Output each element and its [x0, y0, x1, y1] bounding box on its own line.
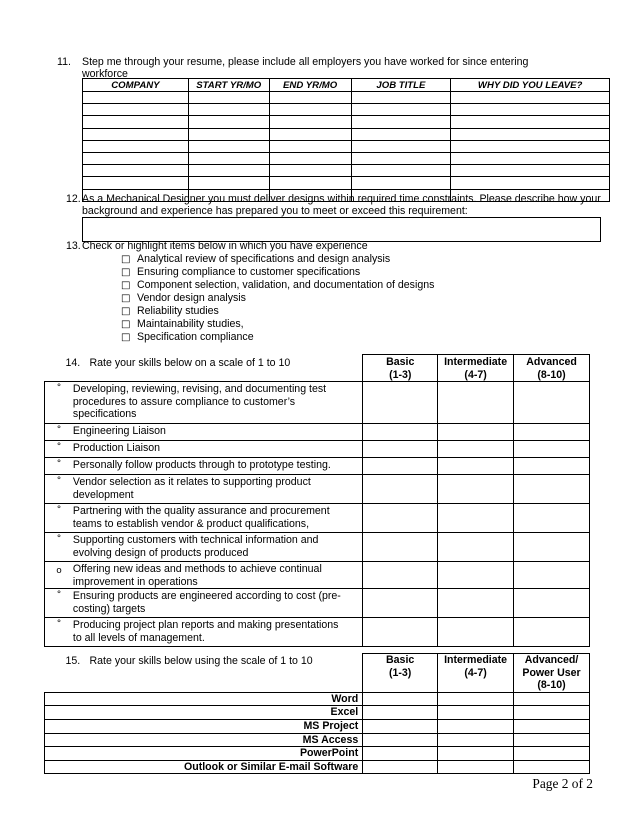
table-row	[83, 92, 610, 104]
table-row	[45, 382, 590, 424]
cell[interactable]	[83, 152, 189, 164]
software-label: MS Access	[45, 733, 363, 747]
table-row	[83, 152, 610, 164]
cell[interactable]	[83, 116, 189, 128]
q12-number: 12.	[66, 193, 81, 205]
checkbox-icon[interactable]: □	[121, 293, 131, 304]
table-row	[45, 733, 590, 747]
rating-cell[interactable]	[514, 618, 590, 647]
checklist-item[interactable]: □ Ensuring compliance to customer specifications	[121, 266, 361, 278]
col-advanced: Advanced/ Power User (8-10)	[514, 654, 590, 693]
q13-number: 13.	[66, 240, 81, 252]
cell[interactable]	[188, 128, 269, 140]
col-intermediate: Intermediate (4-7)	[438, 654, 514, 693]
rating-cell[interactable]	[514, 747, 590, 761]
bullet-icon: °	[45, 618, 73, 647]
software-label: Excel	[45, 706, 363, 720]
cell[interactable]	[351, 104, 451, 116]
rating-cell[interactable]	[438, 747, 514, 761]
table-row	[83, 165, 610, 177]
rating-cell[interactable]	[363, 382, 438, 424]
table-row	[45, 441, 590, 458]
cell[interactable]	[351, 165, 451, 177]
cell[interactable]	[351, 116, 451, 128]
cell[interactable]	[451, 152, 610, 164]
bullet-icon: o	[45, 562, 73, 589]
rating-cell[interactable]	[363, 424, 438, 441]
rating-cell[interactable]	[438, 589, 514, 618]
skill-label: Partnering with the quality assurance and procurement teams to establish vendor & product qualifications,	[73, 504, 363, 533]
q11-number: 11.	[57, 56, 71, 68]
q12-answer-box[interactable]	[82, 217, 601, 242]
rating-cell[interactable]	[363, 706, 438, 720]
rating-cell[interactable]	[363, 475, 438, 504]
skill-label: Vendor selection as it relates to supporting product development	[73, 475, 363, 504]
skill-label: Personally follow products through to prototype testing.	[73, 458, 363, 475]
cell[interactable]	[269, 165, 351, 177]
rating-cell[interactable]	[514, 719, 590, 733]
table-row	[45, 760, 590, 774]
q12-text-line1: As a Mechanical Designer you must deliver designs within required time constraints. Please describe how your	[82, 193, 601, 205]
rating-cell[interactable]	[438, 618, 514, 647]
col-advanced: Advanced (8-10)	[514, 355, 590, 382]
cell[interactable]	[351, 140, 451, 152]
bullet-icon: °	[45, 475, 73, 504]
table-row	[45, 562, 590, 589]
rating-cell[interactable]	[438, 475, 514, 504]
table-row	[45, 424, 590, 441]
employment-header-row	[83, 79, 610, 92]
rating-cell[interactable]	[514, 475, 590, 504]
table-row	[45, 475, 590, 504]
skill-label: Production Liaison	[73, 441, 363, 458]
header-why-leave: WHY DID YOU LEAVE?	[451, 79, 610, 92]
software-label: Word	[45, 692, 363, 706]
cell[interactable]	[83, 104, 189, 116]
cell[interactable]	[269, 140, 351, 152]
rating-cell[interactable]	[438, 562, 514, 589]
cell[interactable]	[451, 104, 610, 116]
table-row	[45, 706, 590, 720]
cell[interactable]	[188, 116, 269, 128]
cell[interactable]	[188, 104, 269, 116]
cell[interactable]	[188, 165, 269, 177]
bullet-icon: °	[45, 458, 73, 475]
rating-cell[interactable]	[514, 760, 590, 774]
rating-cell[interactable]	[438, 733, 514, 747]
rating-cell[interactable]	[438, 533, 514, 562]
page-number: Page 2 of 2	[532, 776, 593, 791]
cell[interactable]	[351, 152, 451, 164]
cell[interactable]	[188, 177, 269, 189]
cell[interactable]	[188, 152, 269, 164]
checkbox-icon[interactable]: □	[121, 267, 131, 278]
cell[interactable]	[83, 92, 189, 104]
table-row	[83, 128, 610, 140]
header-end: END YR/MO	[269, 79, 351, 92]
checklist-item[interactable]: □ Specification compliance	[121, 331, 254, 343]
q15-number: 15.	[65, 654, 81, 667]
rating-cell[interactable]	[514, 504, 590, 533]
rating-cell[interactable]	[514, 733, 590, 747]
software-label: Outlook or Similar E-mail Software	[45, 760, 363, 774]
table-row	[83, 116, 610, 128]
rating-cell[interactable]	[363, 747, 438, 761]
rating-cell[interactable]	[363, 618, 438, 647]
checkbox-icon[interactable]: □	[121, 306, 131, 317]
rating-cell[interactable]	[438, 692, 514, 706]
skills-rating-table	[44, 354, 590, 647]
cell[interactable]	[451, 128, 610, 140]
checklist-item[interactable]: □ Analytical review of specifications and design analysis	[121, 253, 391, 265]
rating-cell[interactable]	[438, 424, 514, 441]
rating-cell[interactable]	[363, 692, 438, 706]
rating-cell[interactable]	[363, 441, 438, 458]
software-skills-table	[44, 653, 590, 774]
rating-cell[interactable]	[363, 589, 438, 618]
table-row	[45, 458, 590, 475]
skill-label: Engineering Liaison	[73, 424, 363, 441]
table-row	[45, 747, 590, 761]
rating-cell[interactable]	[438, 719, 514, 733]
header-start: START YR/MO	[188, 79, 269, 92]
cell[interactable]	[83, 140, 189, 152]
bullet-icon: °	[45, 504, 73, 533]
q14-text: Rate your skills below on a scale of 1 to 10	[89, 356, 291, 369]
rating-cell[interactable]	[363, 562, 438, 589]
table-row	[45, 589, 590, 618]
rating-cell[interactable]	[363, 504, 438, 533]
header-company: COMPANY	[83, 79, 189, 92]
cell[interactable]	[269, 116, 351, 128]
checkbox-icon[interactable]: □	[121, 254, 131, 265]
rating-cell[interactable]	[514, 589, 590, 618]
checklist-item[interactable]: □ Vendor design analysis	[121, 292, 246, 304]
col-basic: Basic (1-3)	[363, 654, 438, 693]
cell[interactable]	[188, 140, 269, 152]
cell[interactable]	[269, 128, 351, 140]
checkbox-icon[interactable]: □	[121, 280, 131, 291]
skill-label: Supporting customers with technical information and evolving design of products produced	[73, 533, 363, 562]
rating-cell[interactable]	[438, 441, 514, 458]
table-row	[83, 140, 610, 152]
bullet-icon: °	[45, 589, 73, 618]
table-row	[45, 618, 590, 647]
cell[interactable]	[351, 92, 451, 104]
checkbox-icon[interactable]: □	[121, 319, 131, 330]
rating-cell[interactable]	[514, 458, 590, 475]
header-job-title: JOB TITLE	[351, 79, 451, 92]
cell[interactable]	[269, 104, 351, 116]
cell[interactable]	[451, 165, 610, 177]
table-row	[83, 177, 610, 189]
rating-cell[interactable]	[514, 706, 590, 720]
table-row	[45, 692, 590, 706]
rating-cell[interactable]	[514, 692, 590, 706]
cell[interactable]	[83, 128, 189, 140]
skill-label: Developing, reviewing, revising, and documenting test procedures to assure compliance to customer’s specifications	[73, 382, 363, 424]
checklist-item[interactable]: □ Component selection, validation, and documentation of designs	[121, 279, 435, 291]
rating-cell[interactable]	[514, 441, 590, 458]
checkbox-icon[interactable]: □	[121, 332, 131, 343]
q15-text: Rate your skills below using the scale of 1 to 10	[89, 654, 313, 667]
q11-text-line2: workforce	[82, 68, 128, 80]
cell[interactable]	[188, 92, 269, 104]
cell[interactable]	[451, 116, 610, 128]
cell[interactable]	[269, 92, 351, 104]
rating-cell[interactable]	[363, 533, 438, 562]
q12-text-line2: background and experience has prepared you to meet or exceed this requirement:	[82, 205, 468, 217]
skill-label: Ensuring products are engineered according to cost (pre- costing) targets	[73, 589, 363, 618]
q11-text-line1: Step me through your resume, please include all employers you have worked for since entering	[82, 56, 529, 68]
rating-cell[interactable]	[438, 504, 514, 533]
bullet-icon: °	[45, 533, 73, 562]
rating-cell[interactable]	[514, 424, 590, 441]
rating-cell[interactable]	[363, 733, 438, 747]
rating-cell[interactable]	[363, 719, 438, 733]
rating-cell[interactable]	[363, 760, 438, 774]
q14-number: 14.	[65, 356, 81, 369]
software-label: PowerPoint	[45, 747, 363, 761]
checklist-item[interactable]: □ Maintainability studies,	[121, 318, 244, 330]
cell[interactable]	[269, 177, 351, 189]
cell[interactable]	[269, 152, 351, 164]
cell[interactable]	[351, 128, 451, 140]
table-row	[45, 533, 590, 562]
table-row	[45, 504, 590, 533]
rating-cell[interactable]	[514, 533, 590, 562]
col-basic: Basic (1-3)	[363, 355, 438, 382]
rating-cell[interactable]	[438, 382, 514, 424]
rating-cell[interactable]	[514, 562, 590, 589]
rating-cell[interactable]	[514, 382, 590, 424]
rating-cell[interactable]	[438, 706, 514, 720]
q15-header-row	[45, 654, 590, 693]
table-row	[83, 104, 610, 116]
skill-label: Producing project plan reports and making presentations to all levels of management.	[73, 618, 363, 647]
software-label: MS Project	[45, 719, 363, 733]
cell[interactable]	[451, 140, 610, 152]
col-intermediate: Intermediate (4-7)	[438, 355, 514, 382]
cell[interactable]	[351, 177, 451, 189]
q14-header-row	[45, 355, 590, 382]
skill-label: Offering new ideas and methods to achieve continual improvement in operations	[73, 562, 363, 589]
q13-text: Check or highlight items below in which you have experience	[82, 240, 368, 252]
bullet-icon: °	[45, 441, 73, 458]
checklist-item[interactable]: □ Reliability studies	[121, 305, 219, 317]
rating-cell[interactable]	[438, 760, 514, 774]
employment-table	[82, 78, 610, 202]
cell[interactable]	[83, 165, 189, 177]
bullet-icon: °	[45, 382, 73, 424]
cell[interactable]	[83, 177, 189, 189]
bullet-icon: °	[45, 424, 73, 441]
rating-cell[interactable]	[363, 458, 438, 475]
cell[interactable]	[451, 177, 610, 189]
rating-cell[interactable]	[438, 458, 514, 475]
cell[interactable]	[451, 92, 610, 104]
table-row	[45, 719, 590, 733]
